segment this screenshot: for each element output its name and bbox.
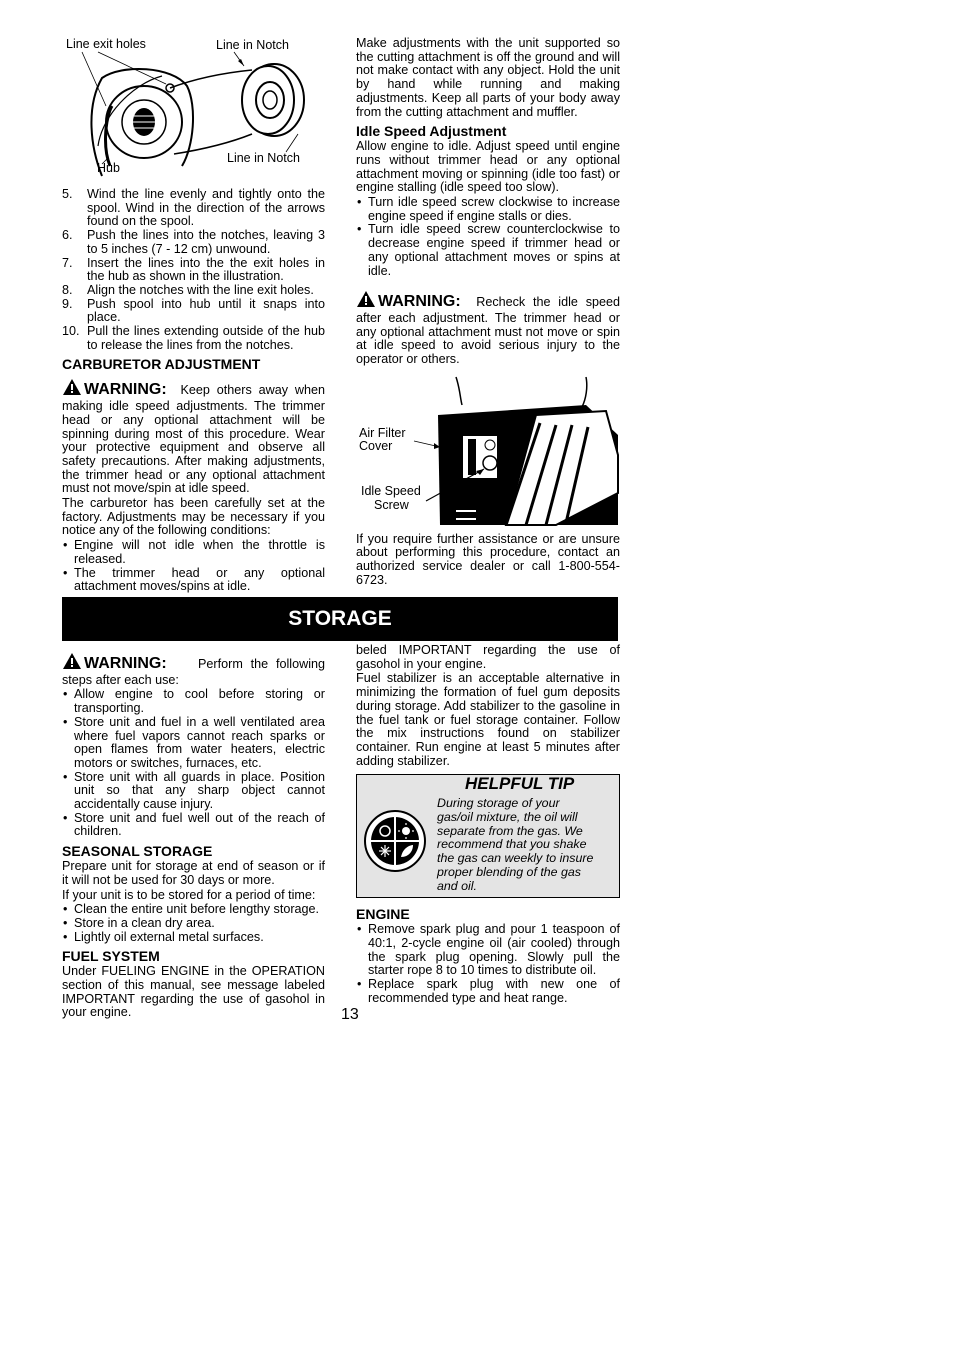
carburetor-heading: CARBURETOR ADJUSTMENT <box>62 356 261 373</box>
seasonal-bullets <box>62 903 325 944</box>
fuel-system-text-continued: beled IMPORTANT regarding the use of gasohol in your engine. <box>356 643 620 671</box>
engine-heading: ENGINE <box>356 906 410 923</box>
helpful-tip-text: During storage of your gas/oil mixture, the oil will separate from the gas. We recommend that you shake the gas can weekly to insure proper blending of the gas and oil. <box>437 796 594 893</box>
warning-triangle-icon <box>62 378 82 400</box>
engine-bullets <box>356 923 620 1005</box>
warning-triangle-icon <box>62 652 82 674</box>
list-item: 8. Align the notches with the line exit holes. <box>62 282 314 297</box>
storage-banner: STORAGE <box>62 597 618 641</box>
list-item: 7. Insert the lines into the the exit holes in the hub as shown in the illustration. <box>62 255 325 284</box>
list-item: 5. Wind the line evenly and tightly onto the spool. Wind in the direction of the arrows found on the spool. <box>62 187 325 229</box>
left-column-bottom <box>62 652 326 1020</box>
assistance-text: If you require further assistance or are unsure about performing this procedure, contact an authorized service dealer or call 1-800-554-6723. <box>356 531 620 587</box>
label-hub: Hub <box>97 161 120 175</box>
list-item: • Remove spark plug and pour 1 teaspoon of 40:1, 2-cycle engine oil (air cooled) through the spark plug opening. Slowly pull the starter rope 8 to 10 times to distribute oil. <box>356 923 620 978</box>
list-item: • Lightly oil external metal surfaces. <box>62 931 325 945</box>
label-idle-speed-screw: Screw <box>374 497 409 512</box>
label-line-exit-holes: Line exit holes <box>66 37 146 51</box>
list-item: • Clean the entire unit before lengthy storage. <box>62 903 325 917</box>
label-idle-speed: Idle Speed <box>361 483 421 498</box>
fuel-system-heading: FUEL SYSTEM <box>62 948 160 965</box>
left-column-top <box>62 188 325 596</box>
carburetor-intro: The carburetor has been carefully set at the factory. Adjustments may be necessary if you notice any of the following conditions: <box>62 496 325 538</box>
helpful-tip-box <box>356 774 620 898</box>
list-item: • Store in a clean dry area. <box>62 917 325 931</box>
helpful-tip-title: HELPFUL TIP <box>465 774 575 794</box>
list-item: • Turn idle speed screw clockwise to increase engine speed if engine stalls or dies. <box>356 196 620 223</box>
storage-warning-bullets <box>62 688 325 839</box>
fuel-stabilizer-text: Fuel stabilizer is an acceptable alternative in minimizing the formation of fuel gum deposits during storage. Add stabilizer to the gasoline in the fuel tank or fuel storage container. Follow the mix instructions found on stabilizer container. Run engine at least 5 minutes after adding stabilizer. <box>356 671 620 768</box>
seasonal-text-2: If your unit is to be stored for a period of time: <box>62 887 316 902</box>
list-item: • Store unit with all guards in place. Position unit so that any sharp object cannot accidentally cause injury. <box>62 771 325 812</box>
list-item: • Store unit and fuel in a well ventilated area where fuel vapors cannot reach sparks or open flames from water heaters, electric motors or switches, furnaces, etc. <box>62 716 325 771</box>
idle-speed-bullets <box>356 196 620 278</box>
page-number: 13 <box>341 1006 359 1023</box>
list-item: • The trimmer head or any optional attachment moves/spins at idle. <box>62 567 325 594</box>
right-column-bottom <box>356 644 620 1008</box>
list-item: • Engine will not idle when the throttle is released. <box>62 539 325 566</box>
idle-speed-heading: Idle Speed Adjustment <box>356 123 507 140</box>
spool-figure <box>62 36 332 178</box>
list-item: 6. Push the lines into the notches, leaving 3 to 5 inches (7 - 12 cm) unwound. <box>62 228 325 256</box>
carburetor-conditions <box>62 539 325 594</box>
adjustment-intro: Make adjustments with the unit supported so the cutting attachment is off the ground and will not make contact with any object. Hold the unit by hand while running and making adjustments. Keep all parts of your body away from the cutting attachment and muffler. <box>356 36 620 119</box>
list-item: 9. Push spool into hub until it snaps into place. <box>62 296 325 325</box>
spool-steps-list <box>62 188 325 352</box>
idle-warning: WARNING: Recheck the idle speed after each adjustment. The trimmer head or any optional attachment must not move or spin at idle speed to avoid serious injury to the operator or others. <box>356 290 620 367</box>
carburetor-warning: WARNING: Keep others away when making idle speed adjustments. The trimmer head or any optional attachment will be spinning during most of this procedure. Wear your protective equipment and observe all safety precautions. After making adjustments, the trimmer head or any optional attachment must not move/spin at idle speed. <box>62 378 325 496</box>
seasonal-storage-heading: SEASONAL STORAGE <box>62 843 213 860</box>
idle-speed-text: Allow engine to idle. Adjust speed until engine runs without trimmer head or any optional attachment moving or spinning (idle too fast) or engine stalling (idle speed too slow). <box>356 139 620 195</box>
list-item: • Allow engine to cool before storing or transporting. <box>62 688 325 715</box>
fuel-system-text: Under FUELING ENGINE in the OPERATION section of this manual, see message labeled IMPORTANT regarding the use of gasohol in your engine. <box>62 964 325 1020</box>
list-item: • Replace spark plug with new one of recommended type and heat range. <box>356 978 620 1005</box>
carburetor-figure <box>356 375 620 533</box>
four-seasons-icon <box>363 809 427 877</box>
list-item: • Turn idle speed screw counterclockwise to decrease engine speed if trimmer head or any optional attachment moves or spins at idle. <box>356 223 620 278</box>
label-line-in-notch-top: Line in Notch <box>216 38 289 52</box>
list-item: 10. Pull the lines extending outside of the hub to release the lines from the notches. <box>62 324 325 352</box>
label-air-filter: Air Filter <box>359 425 406 440</box>
right-column-top <box>356 37 620 589</box>
storage-warning: WARNING: Perform the following steps after each use: <box>62 652 325 687</box>
seasonal-text-1: Prepare unit for storage at end of season or if it will not be used for 30 days or more. <box>62 859 325 887</box>
label-air-filter-cover: Cover <box>359 438 393 453</box>
warning-triangle-icon <box>356 290 376 312</box>
list-item: • Store unit and fuel well out of the reach of children. <box>62 812 325 839</box>
label-line-in-notch-bottom: Line in Notch <box>227 151 300 165</box>
